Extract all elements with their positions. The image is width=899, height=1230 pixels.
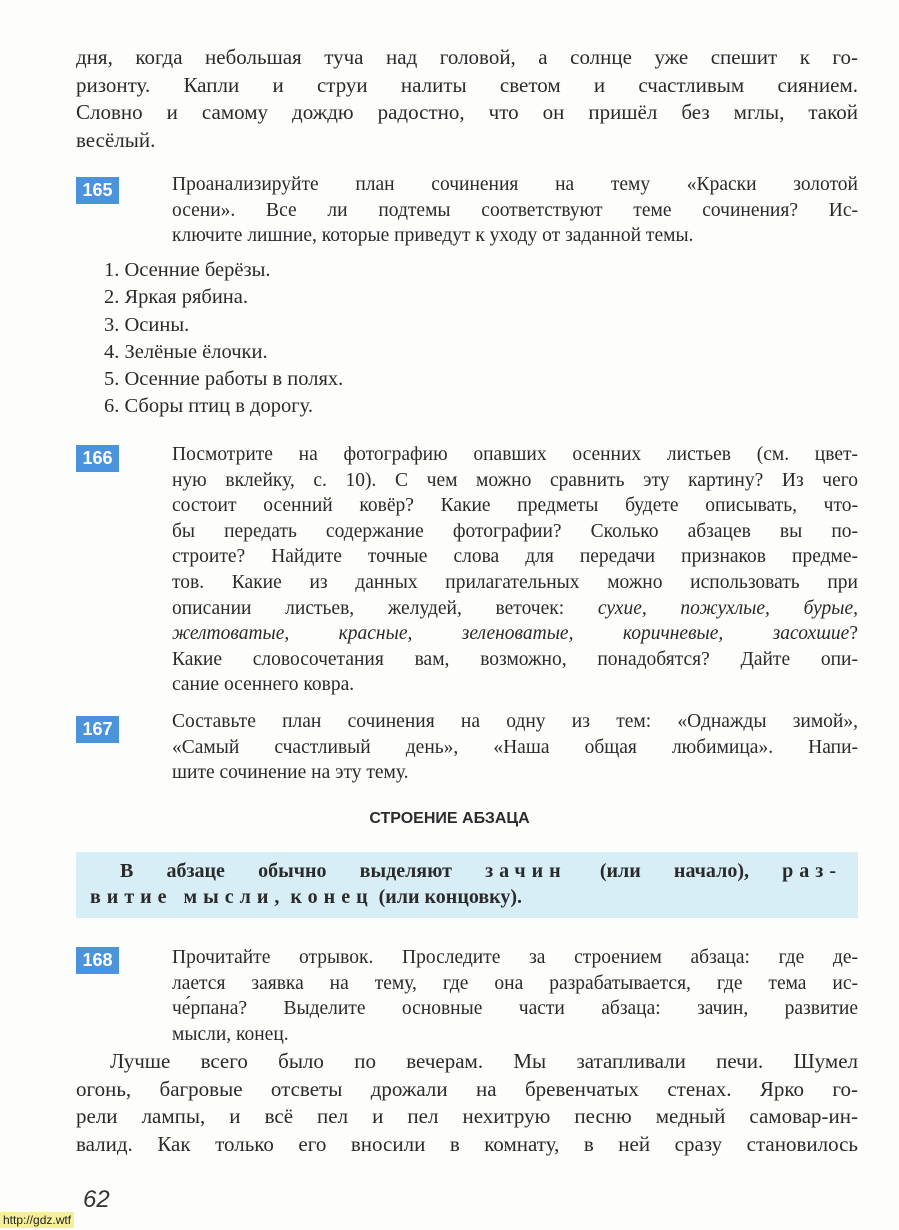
text-line — [90, 858, 842, 884]
text-line: Прочитайте отрывок. Проследите за строением абзаца: где де- — [172, 947, 858, 968]
text-line: Составьте план сочинения на одну из тем: «Однажды зимой», — [172, 711, 858, 732]
spaced-emphasis-text: витие мысли, — [90, 886, 286, 908]
text-line — [90, 884, 842, 910]
text-segment: В абзаце обычно выделяют — [120, 860, 486, 882]
exercise-number-168: 168 — [76, 947, 119, 974]
text-line: тов. Какие из данных прилагательных можно использовать при — [172, 571, 858, 593]
text-line: Словно и самому дождю радостно, что он пришёл без мглы, такой — [76, 100, 858, 124]
text-line: 4. Зелёные ёлочки. — [104, 340, 268, 363]
text-line: рели лампы, и всё пел и пел нехитрую песню медный самовар-ин- — [76, 1104, 858, 1128]
section-heading: СТРОЕНИЕ АБЗАЦА — [369, 810, 530, 827]
text-line: валид. Как только его вносили в комнату, в ней сразу становилось — [76, 1131, 858, 1156]
text-line — [172, 596, 858, 622]
watermark-link[interactable]: http://gdz.wtf — [0, 1212, 74, 1228]
text-line: ную вклейку, с. 10). С чем можно сравнить эту картину? Из чего — [172, 469, 858, 491]
plan-list — [104, 257, 604, 421]
rule-text — [90, 858, 842, 910]
spaced-emphasis-text: конец — [290, 886, 374, 908]
text-line: 5. Осенние работы в полях. — [104, 368, 344, 391]
text-line: осени». Все ли подтемы соответствуют теме сочинения? Ис- — [172, 199, 858, 221]
exercise-168-text — [172, 945, 858, 1047]
text-line: шите сочинение на эту тему. — [172, 762, 409, 784]
text-line: сание осеннего ковра. — [172, 674, 355, 696]
text-line — [172, 621, 858, 647]
text-line: состоит осенний ковёр? Какие предметы будете описывать, что- — [172, 495, 858, 517]
page-number: 62 — [83, 1186, 110, 1213]
spaced-emphasis-text: раз- — [782, 860, 842, 882]
exercise-number-167: 167 — [76, 716, 119, 743]
text-line: строите? Найдите точные слова для передачи признаков предме- — [172, 546, 858, 568]
text-segment: ? — [849, 623, 858, 645]
text-segment: (или концовку). — [373, 886, 523, 908]
exercise-165-text — [172, 172, 858, 249]
text-line: 3. Осины. — [104, 313, 190, 336]
text-segment: (или начало), — [566, 860, 783, 882]
text-line: Посмотрите на фотографию опавших осенних листьев (см. цвет- — [172, 444, 858, 465]
exercise-number-166: 166 — [76, 445, 119, 472]
text-line: ризонту. Капли и струи налиты светом и счастливым сиянием. — [76, 72, 858, 97]
italic-text: желтоватые, красные, зеленоватые, коричневые, засохшие — [172, 623, 850, 645]
exercise-166-text — [172, 442, 858, 698]
text-line: ключите лишние, которые приведут к уходу от заданной темы. — [172, 225, 694, 247]
italic-text: сухие, пожухлые, бурые, — [597, 597, 859, 619]
text-line: че́рпана? Выделите основные части абзаца: зачин, развитие — [172, 998, 858, 1020]
text-line: 1. Осенние берёзы. — [104, 259, 271, 281]
text-line: Лучше всего было по вечерам. Мы затапливали печи. Шумел — [110, 1049, 858, 1073]
text-line: огонь, багровые отсветы дрожали на бревенчатых стенах. Ярко го- — [76, 1076, 858, 1101]
exercise-number-165: 165 — [76, 177, 119, 204]
text-line: «Самый счастливый день», «Наша общая любимица». Напи- — [172, 736, 858, 758]
excerpt-paragraph — [76, 1048, 858, 1158]
text-segment: описании листьев, желудей, веточек: — [172, 597, 598, 619]
intro-paragraph — [76, 44, 858, 154]
text-line: дня, когда небольшая туча над головой, а солнце уже спешит к го- — [76, 45, 858, 69]
text-line: Какие словосочетания вам, возможно, понадобятся? Дайте опи- — [172, 648, 858, 670]
text-line: 2. Яркая рябина. — [104, 286, 249, 309]
text-line: 6. Сборы птиц в дорогу. — [104, 395, 313, 418]
text-line: лается заявка на тему, где она разрабатывается, где тема ис- — [172, 972, 858, 994]
spaced-emphasis-text: зачин — [485, 860, 567, 882]
text-line: Проанализируйте план сочинения на тему «Краски золотой — [172, 174, 858, 195]
exercise-167-text — [172, 709, 858, 786]
text-line: мысли, конец. — [172, 1023, 289, 1045]
text-line: весёлый. — [76, 127, 156, 152]
text-line: бы передать содержание фотографии? Сколько абзацев вы по- — [172, 520, 858, 542]
